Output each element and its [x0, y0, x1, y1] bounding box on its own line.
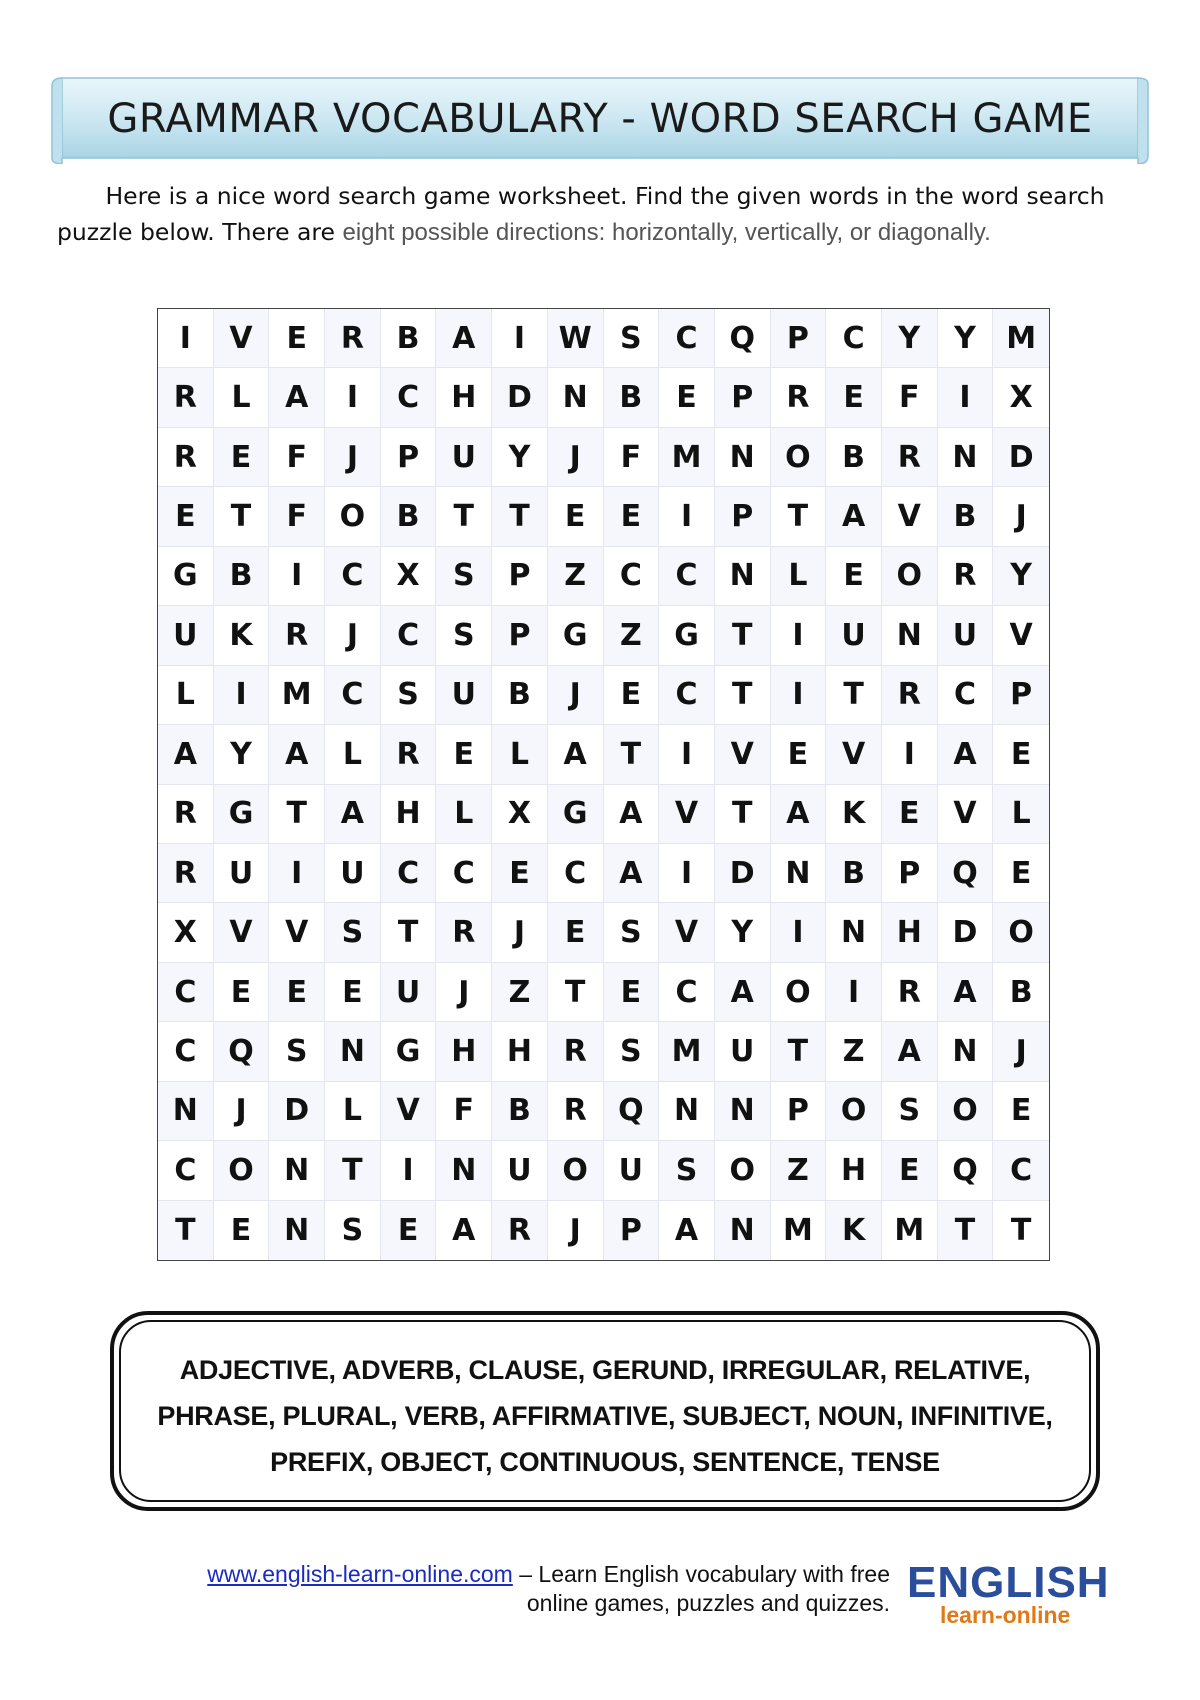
grid-cell: P: [604, 1201, 660, 1260]
grid-cell: Y: [938, 309, 994, 368]
grid-cell: I: [158, 309, 214, 368]
grid-cell: L: [325, 725, 381, 784]
instructions-line-2-start: puzzle below. There are: [57, 218, 343, 246]
grid-cell: S: [436, 606, 492, 665]
grid-cell: T: [938, 1201, 994, 1260]
grid-cell: L: [436, 785, 492, 844]
grid-cell: I: [325, 368, 381, 427]
grid-cell: J: [492, 903, 548, 962]
grid-cell: C: [381, 844, 437, 903]
grid-cell: R: [269, 606, 325, 665]
grid-cell: X: [158, 903, 214, 962]
grid-cell: G: [548, 606, 604, 665]
grid-cell: A: [938, 963, 994, 1022]
grid-cell: I: [214, 666, 270, 725]
grid-cell: C: [826, 309, 882, 368]
grid-cell: S: [604, 1022, 660, 1081]
grid-cell: L: [325, 1082, 381, 1141]
grid-cell: E: [214, 1201, 270, 1260]
grid-cell: M: [659, 428, 715, 487]
grid-cell: B: [381, 309, 437, 368]
grid-cell: E: [436, 725, 492, 784]
page-title: GRAMMAR VOCABULARY - WORD SEARCH GAME: [107, 96, 1093, 142]
grid-cell: E: [826, 368, 882, 427]
grid-cell: T: [715, 785, 771, 844]
grid-cell: A: [436, 309, 492, 368]
grid-cell: I: [771, 606, 827, 665]
grid-cell: I: [492, 309, 548, 368]
grid-cell: D: [269, 1082, 325, 1141]
grid-cell: Q: [604, 1082, 660, 1141]
grid-cell: I: [882, 725, 938, 784]
grid-cell: T: [993, 1201, 1049, 1260]
grid-cell: B: [604, 368, 660, 427]
grid-cell: U: [436, 666, 492, 725]
grid-cell: G: [381, 1022, 437, 1081]
grid-cell: E: [604, 963, 660, 1022]
grid-cell: A: [269, 725, 325, 784]
grid-cell: R: [548, 1082, 604, 1141]
grid-cell: V: [659, 785, 715, 844]
grid-cell: R: [158, 368, 214, 427]
grid-cell: Z: [548, 547, 604, 606]
grid-cell: T: [771, 487, 827, 546]
grid-cell: N: [548, 368, 604, 427]
grid-cell: S: [882, 1082, 938, 1141]
grid-cell: Q: [938, 844, 994, 903]
grid-cell: R: [548, 1022, 604, 1081]
grid-cell: R: [158, 844, 214, 903]
grid-cell: E: [604, 487, 660, 546]
grid-cell: A: [604, 785, 660, 844]
grid-cell: N: [715, 547, 771, 606]
grid-cell: V: [659, 903, 715, 962]
grid-cell: U: [214, 844, 270, 903]
word-search-grid: [157, 308, 1050, 1261]
grid-cell: N: [715, 1201, 771, 1260]
grid-cell: O: [715, 1141, 771, 1200]
word-list-box: [110, 1311, 1100, 1511]
grid-cell: O: [214, 1141, 270, 1200]
grid-cell: N: [158, 1082, 214, 1141]
grid-cell: M: [659, 1022, 715, 1081]
grid-cell: C: [436, 844, 492, 903]
grid-cell: B: [492, 666, 548, 725]
grid-cell: R: [882, 428, 938, 487]
grid-cell: V: [269, 903, 325, 962]
title-banner: [50, 74, 1150, 164]
grid-cell: C: [938, 666, 994, 725]
grid-cell: K: [826, 1201, 882, 1260]
grid-cell: E: [548, 903, 604, 962]
grid-cell: R: [158, 785, 214, 844]
grid-cell: R: [436, 903, 492, 962]
grid-cell: U: [158, 606, 214, 665]
grid-cell: K: [214, 606, 270, 665]
grid-cell: C: [659, 309, 715, 368]
grid-cell: R: [492, 1201, 548, 1260]
grid-cell: T: [604, 725, 660, 784]
grid-cell: R: [938, 547, 994, 606]
grid-cell: Y: [993, 547, 1049, 606]
grid-cell: I: [659, 487, 715, 546]
word-list-line-1: ADJECTIVE, ADVERB, CLAUSE, GERUND, IRREGULAR, RELATIVE,: [179, 1355, 1031, 1385]
grid-cell: L: [492, 725, 548, 784]
grid-cell: I: [269, 547, 325, 606]
grid-cell: H: [882, 903, 938, 962]
grid-cell: W: [548, 309, 604, 368]
grid-cell: B: [826, 844, 882, 903]
grid-cell: Q: [214, 1022, 270, 1081]
instructions-line-2: [55, 214, 1155, 251]
grid-cell: B: [993, 963, 1049, 1022]
grid-cell: A: [659, 1201, 715, 1260]
grid-cell: X: [993, 368, 1049, 427]
grid-cell: X: [492, 785, 548, 844]
grid-cell: S: [659, 1141, 715, 1200]
grid-cell: J: [548, 1201, 604, 1260]
grid-cell: I: [771, 666, 827, 725]
grid-cell: A: [548, 725, 604, 784]
grid-cell: I: [771, 903, 827, 962]
grid-cell: V: [381, 1082, 437, 1141]
grid-cell: E: [214, 428, 270, 487]
grid-cell: Z: [771, 1141, 827, 1200]
grid-cell: J: [214, 1082, 270, 1141]
grid-cell: S: [604, 309, 660, 368]
grid-cell: T: [158, 1201, 214, 1260]
grid-cell: R: [158, 428, 214, 487]
grid-cell: E: [771, 725, 827, 784]
grid-cell: N: [882, 606, 938, 665]
grid-cell: O: [548, 1141, 604, 1200]
grid-cell: D: [715, 844, 771, 903]
grid-cell: U: [826, 606, 882, 665]
grid-cell: A: [938, 725, 994, 784]
grid-cell: E: [826, 547, 882, 606]
grid-cell: U: [325, 844, 381, 903]
grid-cell: A: [826, 487, 882, 546]
grid-cell: S: [604, 903, 660, 962]
grid-cell: C: [659, 963, 715, 1022]
grid-cell: D: [993, 428, 1049, 487]
grid-cell: C: [993, 1141, 1049, 1200]
grid-cell: Q: [715, 309, 771, 368]
grid-cell: J: [548, 666, 604, 725]
grid-cell: Q: [938, 1141, 994, 1200]
grid-cell: J: [325, 428, 381, 487]
grid-cell: A: [436, 1201, 492, 1260]
grid-cell: U: [715, 1022, 771, 1081]
grid-cell: P: [771, 1082, 827, 1141]
grid-cell: L: [771, 547, 827, 606]
grid-cell: D: [492, 368, 548, 427]
grid-cell: O: [325, 487, 381, 546]
grid-cell: Z: [826, 1022, 882, 1081]
grid-cell: C: [381, 606, 437, 665]
grid-cell: R: [882, 963, 938, 1022]
grid-cell: N: [715, 428, 771, 487]
grid-cell: H: [381, 785, 437, 844]
grid-cell: B: [214, 547, 270, 606]
footer-text-1: Learn English vocabulary with free: [538, 1561, 890, 1587]
website-link[interactable]: www.english-learn-online.com: [207, 1561, 513, 1587]
grid-cell: E: [325, 963, 381, 1022]
grid-cell: X: [381, 547, 437, 606]
grid-cell: C: [659, 666, 715, 725]
grid-cell: J: [548, 428, 604, 487]
grid-cell: N: [771, 844, 827, 903]
grid-cell: E: [882, 1141, 938, 1200]
grid-cell: V: [826, 725, 882, 784]
grid-cell: P: [771, 309, 827, 368]
grid-cell: O: [882, 547, 938, 606]
word-list-line-3: PREFIX, OBJECT, CONTINUOUS, SENTENCE, TENSE: [270, 1447, 940, 1477]
grid-cell: B: [381, 487, 437, 546]
grid-cell: F: [882, 368, 938, 427]
grid-cell: I: [269, 844, 325, 903]
grid-cell: T: [269, 785, 325, 844]
grid-cell: R: [325, 309, 381, 368]
grid-cell: U: [604, 1141, 660, 1200]
grid-cell: N: [715, 1082, 771, 1141]
instructions: [55, 178, 1155, 251]
grid-cell: T: [826, 666, 882, 725]
word-list: [114, 1347, 1096, 1485]
grid-cell: T: [436, 487, 492, 546]
grid-cell: D: [938, 903, 994, 962]
grid-cell: E: [993, 844, 1049, 903]
grid-cell: S: [269, 1022, 325, 1081]
grid-cell: T: [715, 666, 771, 725]
grid-cell: A: [882, 1022, 938, 1081]
grid-cell: I: [381, 1141, 437, 1200]
grid-cell: I: [659, 844, 715, 903]
grid-cell: R: [381, 725, 437, 784]
grid-cell: T: [492, 487, 548, 546]
word-list-line-2: PHRASE, PLURAL, VERB, AFFIRMATIVE, SUBJECT, NOUN, INFINITIVE,: [157, 1401, 1053, 1431]
grid-cell: G: [214, 785, 270, 844]
grid-cell: H: [436, 368, 492, 427]
grid-cell: N: [325, 1022, 381, 1081]
grid-cell: G: [158, 547, 214, 606]
grid-cell: I: [659, 725, 715, 784]
grid-cell: T: [381, 903, 437, 962]
grid-cell: Y: [882, 309, 938, 368]
grid-cell: E: [214, 963, 270, 1022]
grid-cell: A: [158, 725, 214, 784]
grid-cell: O: [938, 1082, 994, 1141]
grid-cell: F: [269, 487, 325, 546]
grid-cell: L: [993, 785, 1049, 844]
grid-cell: T: [325, 1141, 381, 1200]
grid-cell: O: [993, 903, 1049, 962]
grid-cell: P: [715, 368, 771, 427]
english-learn-online-logo: [907, 1558, 1110, 1628]
grid-cell: B: [826, 428, 882, 487]
grid-cell: A: [771, 785, 827, 844]
grid-cell: I: [826, 963, 882, 1022]
grid-cell: C: [158, 1022, 214, 1081]
grid-cell: L: [214, 368, 270, 427]
grid-cell: H: [826, 1141, 882, 1200]
grid-cell: N: [436, 1141, 492, 1200]
grid-cell: P: [492, 606, 548, 665]
grid-cell: T: [771, 1022, 827, 1081]
grid-cell: F: [436, 1082, 492, 1141]
grid-cell: L: [158, 666, 214, 725]
grid-cell: C: [325, 666, 381, 725]
grid-cell: E: [548, 487, 604, 546]
grid-cell: V: [214, 903, 270, 962]
grid-cell: C: [659, 547, 715, 606]
grid-cell: E: [492, 844, 548, 903]
grid-cell: Z: [492, 963, 548, 1022]
grid-cell: H: [492, 1022, 548, 1081]
grid-cell: V: [715, 725, 771, 784]
grid-cell: T: [548, 963, 604, 1022]
grid-cell: N: [659, 1082, 715, 1141]
grid-cell: M: [771, 1201, 827, 1260]
grid-cell: I: [938, 368, 994, 427]
grid-cell: Y: [492, 428, 548, 487]
grid-cell: G: [548, 785, 604, 844]
grid-cell: S: [436, 547, 492, 606]
grid-cell: F: [604, 428, 660, 487]
grid-cell: N: [269, 1201, 325, 1260]
grid-cell: P: [492, 547, 548, 606]
grid-cell: M: [993, 309, 1049, 368]
grid-cell: F: [269, 428, 325, 487]
grid-cell: J: [993, 1022, 1049, 1081]
grid-cell: G: [659, 606, 715, 665]
grid-cell: A: [715, 963, 771, 1022]
grid-cell: N: [269, 1141, 325, 1200]
grid-cell: U: [938, 606, 994, 665]
grid-cell: K: [826, 785, 882, 844]
grid-cell: C: [604, 547, 660, 606]
grid-cell: C: [381, 368, 437, 427]
grid-cell: R: [771, 368, 827, 427]
grid-cell: E: [158, 487, 214, 546]
logo-sub-text: learn-online: [940, 1602, 1071, 1628]
grid-cell: P: [993, 666, 1049, 725]
instructions-line-1: Here is a nice word search game worksheet. Find the given words in the word search: [105, 182, 1105, 210]
grid-cell: E: [269, 309, 325, 368]
grid-cell: A: [325, 785, 381, 844]
grid-cell: V: [938, 785, 994, 844]
grid-cell: H: [436, 1022, 492, 1081]
logo-main-text: ENGLISH: [907, 1558, 1110, 1607]
grid-cell: N: [938, 1022, 994, 1081]
grid-cell: N: [826, 903, 882, 962]
grid-cell: T: [214, 487, 270, 546]
grid-cell: C: [548, 844, 604, 903]
grid-cell: U: [381, 963, 437, 1022]
grid-cell: J: [436, 963, 492, 1022]
grid-cell: E: [659, 368, 715, 427]
grid-cell: V: [993, 606, 1049, 665]
grid-cell: S: [325, 1201, 381, 1260]
grid-cell: V: [214, 309, 270, 368]
grid-cell: C: [325, 547, 381, 606]
grid-cell: J: [325, 606, 381, 665]
grid-cell: M: [269, 666, 325, 725]
grid-cell: E: [381, 1201, 437, 1260]
grid-cell: E: [269, 963, 325, 1022]
grid-cell: P: [882, 844, 938, 903]
grid-cell: V: [882, 487, 938, 546]
grid-cell: A: [269, 368, 325, 427]
footer-line-1: [110, 1560, 890, 1589]
footer: [110, 1560, 890, 1618]
grid-cell: B: [938, 487, 994, 546]
grid-cell: Y: [214, 725, 270, 784]
grid-cell: A: [604, 844, 660, 903]
grid-cell: E: [993, 725, 1049, 784]
instructions-line-2-end: eight possible directions: horizontally, vertically, or diagonally.: [342, 219, 991, 246]
grid-cell: O: [771, 963, 827, 1022]
grid-cell: J: [993, 487, 1049, 546]
grid-cell: T: [715, 606, 771, 665]
grid-cell: E: [604, 666, 660, 725]
grid-cell: E: [882, 785, 938, 844]
grid-cell: B: [492, 1082, 548, 1141]
grid-cell: S: [325, 903, 381, 962]
grid-cell: O: [826, 1082, 882, 1141]
grid-cell: C: [158, 1141, 214, 1200]
grid-cell: M: [882, 1201, 938, 1260]
grid-cell: U: [492, 1141, 548, 1200]
grid-cell: Y: [715, 903, 771, 962]
grid-cell: N: [938, 428, 994, 487]
grid-cell: S: [381, 666, 437, 725]
grid-cell: P: [715, 487, 771, 546]
grid-cell: E: [993, 1082, 1049, 1141]
grid-cell: C: [158, 963, 214, 1022]
footer-text-2: online games, puzzles and quizzes.: [526, 1590, 890, 1616]
grid-cell: R: [882, 666, 938, 725]
grid-cell: P: [381, 428, 437, 487]
grid-cell: U: [436, 428, 492, 487]
grid-cell: O: [771, 428, 827, 487]
grid-cell: Z: [604, 606, 660, 665]
footer-dash: –: [512, 1561, 539, 1587]
